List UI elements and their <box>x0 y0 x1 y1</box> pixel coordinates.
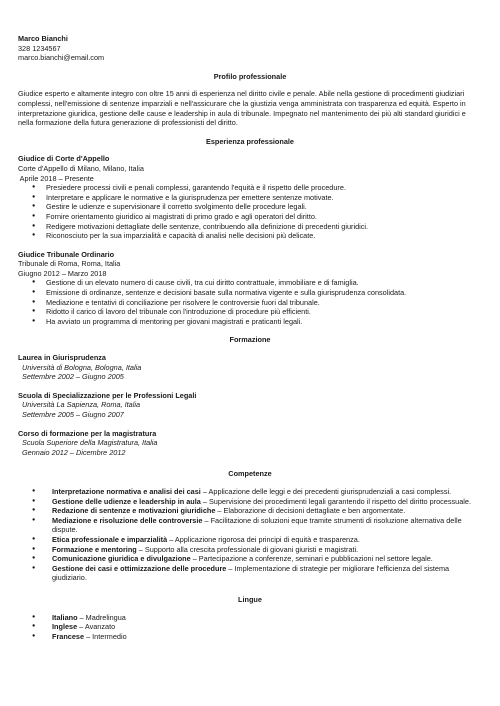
profile-summary: Giudice esperto e altamente integro con oltre 15 anni di esperienza nel diritto civile e penale. Abile nella gestione di procedimenti giudiziari complessi, nell'emissione di sentenze imparziali e nell'assicurare che la giustizia venga amministrata con trasparenza ed equità. Esperto in interpretazione giuridica, gestione delle cause e leadership in aula di tribunale. Impegnato nel mantenimento dei più alti standard giuridici e nella formazione della futura generazione di professionisti del diritto. <box>18 89 466 128</box>
education-degree: Corso di formazione per la magistratura <box>18 428 157 438</box>
language-item <box>32 622 482 632</box>
skill-desc: – Applicazione rigorosa dei principi di equità e trasparenza. <box>167 534 360 544</box>
skills-heading: Competenze <box>228 469 272 479</box>
skill-name: Etica professionale e imparzialità <box>52 534 168 544</box>
education-dates: Settembre 2002 – Giugno 2005 <box>22 372 124 382</box>
language-item <box>32 613 482 623</box>
education-dates: Settembre 2005 – Giugno 2007 <box>22 410 124 419</box>
skill-desc: – Facilitazione di soluzioni eque tramite strumenti di risoluzione alternativa delle dispute. <box>52 515 462 535</box>
contact-email: marco.bianchi@email.com <box>18 53 105 63</box>
job-bullet: ● Ridotto il carico di lavoro del tribunale con l'introduzione di procedure più efficienti. <box>32 307 482 317</box>
job-bullet: ● Interpretare e applicare le normative e la giurisprudenza per emettere sentenze motivate. <box>32 193 482 203</box>
job-dates: Giugno 2012 – Marzo 2018 <box>18 268 107 278</box>
education-school: Università di Bologna, Bologna, Italia <box>22 362 142 372</box>
language-name: Francese <box>52 631 85 641</box>
job-bullet: ● Emissione di ordinanze, sentenze e decisioni basate sulla normativa vigente e sulla giurisprudenza consolidata. <box>32 288 482 298</box>
job-bullet: ● Presiedere processi civili e penali complessi, garantendo l'equità e il rispetto delle procedure. <box>32 183 482 193</box>
job-bullet: ● Redigere motivazioni dettagliate delle sentenze, contribuendo alla definizione di precedenti giuridici. <box>32 222 482 232</box>
skill-name: Comunicazione giuridica e divulgazione <box>52 554 191 564</box>
skill-item <box>32 516 482 535</box>
education-heading: Formazione <box>229 335 271 345</box>
experience-heading: Esperienza professionale <box>205 136 294 146</box>
skill-item <box>32 487 482 497</box>
skill-item <box>32 564 482 583</box>
skill-item <box>32 497 482 507</box>
skill-name: Mediazione e risoluzione delle controversie <box>52 515 203 525</box>
contact-name: Marco Bianchi <box>18 34 68 43</box>
job-role: Giudice di Corte d'Appello <box>18 154 110 164</box>
education-entry <box>18 429 482 458</box>
education-degree: Scuola di Specializzazione per le Professioni Legali <box>18 390 197 400</box>
education-school: Università La Sapienza, Roma, Italia <box>22 400 141 410</box>
job-bullet: ● Mediazione e tentativi di conciliazione per risolvere le controversie fuori dal tribunale. <box>32 298 482 308</box>
skill-desc: – Supporto alla crescita professionale di giovani giuristi e magistrati. <box>136 544 359 554</box>
job-role: Giudice Tribunale Ordinario <box>18 249 115 259</box>
education-entry <box>18 391 482 420</box>
language-level: – Avanzato <box>77 622 116 632</box>
skills-list <box>18 487 482 583</box>
skill-desc: – Supervisione dei procedimenti legali garantendo il rispetto del diritto processuale. <box>200 496 471 506</box>
skill-desc: – Partecipazione a conferenze, seminari e pubblicazioni nel settore legale. <box>190 554 433 564</box>
skill-item <box>32 535 482 545</box>
contact-phone: 328 1234567 <box>18 43 61 53</box>
language-level: – Intermedio <box>84 631 127 641</box>
profile-heading: Profilo professionale <box>213 71 287 81</box>
job-entry <box>18 250 482 327</box>
skill-name: Gestione dei casi e ottimizzazione delle procedure <box>52 563 227 573</box>
skill-desc: – Applicazione delle leggi e dei precedenti giurisprudenziali a casi complessi. <box>200 486 452 496</box>
skill-desc: – Elaborazione di decisioni dettagliate e ben argomentate. <box>215 506 406 516</box>
job-place: Tribunale di Roma, Roma, Italia <box>18 259 121 269</box>
job-bullet-list <box>18 278 482 326</box>
education-entry <box>18 353 482 382</box>
job-entry <box>18 154 482 240</box>
skill-item <box>32 554 482 564</box>
job-bullet-list <box>18 183 482 241</box>
education-school: Scuola Superiore della Magistratura, Italia <box>22 438 158 448</box>
job-bullet: ● Riconosciuto per la sua imparzialità e capacità di analisi nelle decisioni più delicate. <box>32 231 482 241</box>
job-bullet: ● Gestione di un elevato numero di cause civili, tra cui diritto contrattuale, immobiliare e di famiglia. <box>32 278 482 288</box>
skill-item <box>32 545 482 555</box>
education-dates: Gennaio 2012 – Dicembre 2012 <box>22 447 126 457</box>
languages-heading: Lingue <box>238 594 262 604</box>
job-bullet: ● Fornire orientamento giuridico ai magistrati di primo grado e agli operatori del diritto. <box>32 212 482 222</box>
skill-item <box>32 506 482 516</box>
job-bullet: ● Gestire le udienze e supervisionare il corretto svolgimento delle procedure legali. <box>32 202 482 212</box>
contact-block <box>18 34 482 63</box>
language-level: – Madrelingua <box>77 612 126 622</box>
job-bullet: ● Ha avviato un programma di mentoring per giovani magistrati e praticanti legali. <box>32 317 482 327</box>
job-place: Corte d'Appello di Milano, Milano, Italia <box>18 163 144 173</box>
skill-name: Gestione delle udienze e leadership in aula <box>52 496 201 506</box>
job-dates: Aprile 2018 – Presente <box>18 173 94 183</box>
skill-name: Interpretazione normativa e analisi dei casi <box>52 486 201 496</box>
languages-list <box>18 613 482 642</box>
language-item <box>32 632 482 642</box>
language-name: Italiano <box>52 612 78 622</box>
skill-name: Formazione e mentoring <box>52 544 137 554</box>
skill-name: Redazione di sentenze e motivazioni giuridiche <box>52 506 216 516</box>
education-degree: Laurea in Giurisprudenza <box>18 353 106 363</box>
skill-desc: – Implementazione di strategie per migliorare l'efficienza del sistema giudiziario. <box>52 563 450 583</box>
language-name: Inglese <box>52 622 78 632</box>
